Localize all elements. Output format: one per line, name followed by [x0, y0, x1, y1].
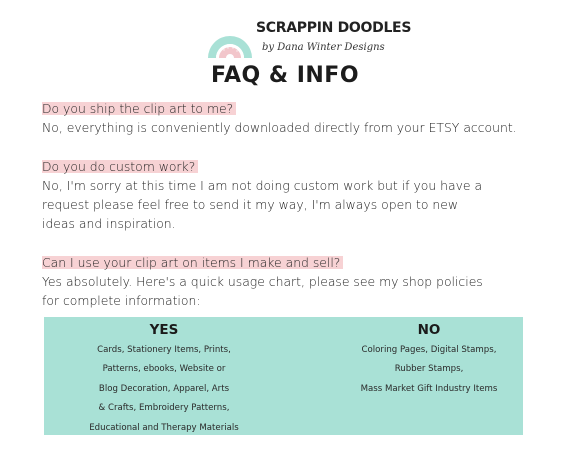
usage-yes-heading: YES	[149, 322, 179, 338]
usage-yes-line: Educational and Therapy Materials	[89, 422, 239, 433]
faq-answer: No, I'm sorry at this time I am not doing custom work but if you have a request please feel free to send it my way, I'm always open to new ideas and inspiration.	[42, 178, 483, 231]
rainbow-icon	[206, 22, 254, 58]
faq-answer: No, everything is conveniently downloaded directly from your ETSY account.	[42, 120, 517, 135]
usage-yes-line: Patterns, ebooks, Website or	[102, 364, 226, 375]
usage-no-heading: NO	[417, 322, 441, 338]
brand-logo	[206, 18, 412, 62]
brand-name: SCRAPPIN DOODLES	[256, 20, 412, 36]
usage-no-line: Mass Market Gift Industry Items	[360, 383, 498, 394]
page-title: FAQ & INFO	[210, 63, 360, 88]
usage-yes-line: Cards, Stationery Items, Prints,	[97, 345, 231, 355]
usage-chart	[44, 317, 523, 435]
brand-subtitle: by Dana Winter Designs	[262, 42, 385, 53]
faq-item	[42, 157, 552, 233]
usage-yes-line: & Crafts, Embroidery Patterns,	[98, 403, 230, 414]
usage-no-column	[334, 321, 524, 399]
faq-answer: Yes absolutely. Here's a quick usage chart, please see my shop policies for complete information:	[42, 274, 483, 308]
usage-no-line: Coloring Pages, Digital Stamps,	[361, 345, 497, 355]
faq-question: Do you ship the clip art to me?	[42, 102, 236, 115]
usage-no-line: Rubber Stamps,	[394, 364, 464, 375]
faq-question: Do you do custom work?	[42, 160, 198, 173]
usage-yes-column	[74, 321, 254, 438]
faq-item	[42, 99, 552, 137]
faq-item	[42, 253, 552, 310]
faq-question: Can I use your clip art on items I make and sell?	[42, 256, 343, 269]
usage-yes-line: Blog Decoration, Apparel, Arts	[98, 383, 230, 394]
